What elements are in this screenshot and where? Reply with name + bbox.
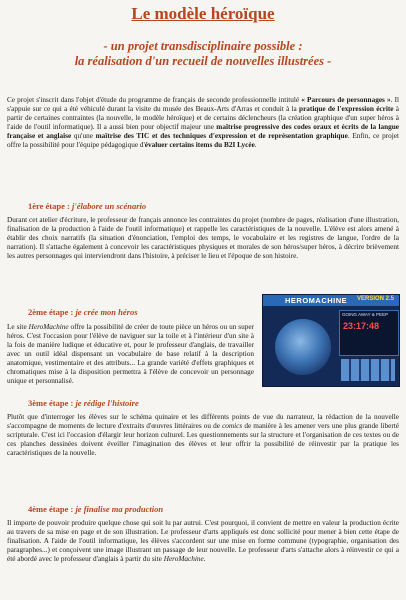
step-2-text xyxy=(7,323,254,386)
comics-term: comics xyxy=(222,422,243,431)
step-4-text xyxy=(7,519,399,564)
step-text: . xyxy=(203,555,206,564)
site-name: HeroMachine xyxy=(28,323,69,331)
step-number: 2ème étape : xyxy=(28,307,76,317)
step-3-text xyxy=(7,413,399,458)
step-label: j'élabore un scénario xyxy=(71,201,147,211)
step-text: Plutôt que d'interroger les élèves sur le schéma quinaire et les différents points de vue du narrateur, la rédaction de la nouvelle s'accompagne de moments de lecture d'extraits d'œuvres littéraires ou de xyxy=(7,413,399,431)
site-name: HeroMachine xyxy=(163,555,204,564)
intro-text: à partir de certaines contraintes (la nouvelle, le modèle héroïque) et de certains déclencheurs (la création graphique d'un super héros à l'aide de l'outil informatique). Il a aussi bien pour objectif majeur une xyxy=(7,105,399,132)
step-text: Il importe de pouvoir produire quelque chose qui soit lu par autrui. C'est pourquoi, il convient de mettre en valeur la production écrite au travers de sa mise en page et de son illustration. Le professeur d'arts appliqués est donc sollicité pour mener à bien cette étape de finalisation. A l'aide de l'outil informatique, les élèves s'accordent sur une mise en forme commune (typographie, organisation des paragraphes...) et conçoivent une image illustrant un passage de leur nouvelle. Le professeur d'arts s'attache alors à réinvestir ce qui a été abordé avec le professeur d'anglais à partir du site xyxy=(7,519,399,564)
intro-text: . Enfin, ce projet offre la possibilité pour l'équipe pédagogique d' xyxy=(7,132,399,150)
intro-paragraph xyxy=(7,96,399,150)
step-number: 4ème étape : xyxy=(28,504,76,514)
step-number: 3ème étape : xyxy=(28,398,76,408)
step-number: 1ère étape : xyxy=(28,201,72,211)
step-text: Le site xyxy=(7,323,29,331)
intro-text: qu'une xyxy=(71,132,96,141)
intro-emphasis: maîtrise progressive des codes oraux et écrits de la langue française et anglaise xyxy=(7,123,399,141)
intro-emphasis: « Parcours de personnages » xyxy=(301,96,391,104)
intro-text: . xyxy=(254,141,257,150)
step-label: je finalise ma production xyxy=(75,504,164,514)
version-badge: VERSION 2.5 xyxy=(357,296,395,302)
step-3-heading xyxy=(28,398,139,408)
intro-emphasis: pratique de l'expression écrite xyxy=(299,105,394,114)
step-2-heading xyxy=(28,307,138,317)
page-title: Le modèle héroïque xyxy=(131,4,275,23)
intro-emphasis: évaluer certains items du B2I Lycée xyxy=(144,141,255,150)
step-text: de manière à les amener vers une plus grande liberté scripturale. C'est ici l'occasion d'élargir leur horizon culturel. Les questionnements sur la structure et l'organisation de ces textes ou de ces planches dessinées doivent éveiller l'imagination des élèves et leur offrir la possibilité de réinvestir par la pratique les caractéristiques de la nouvelle. xyxy=(7,422,399,458)
step-text: offre la possibilité de créer de toute pièce un héros ou un super héros. C'est l'occasion pour l'élève de naviguer sur la toile et à l'intérieur d'un site à la fois de manière ludique et éducative et, pour le professeur d'anglais, de travailler avec un outil idéal dispensant un vocabulaire de base relatif à la description anatomique, vestimentaire et des attributs... La grande variété d'effets graphiques et chromatiques mise à la disposition permettra à l'élève de concevoir un personnage unique et personnalisé. xyxy=(7,323,255,386)
step-label: je crée mon héros xyxy=(75,307,138,317)
step-label: je rédige l'histoire xyxy=(75,398,139,408)
step-4-heading xyxy=(28,504,163,514)
intro-text: . Il s'appuie sur ce qui a été véhiculé durant la visite du musée des Beaux-Arts d'Arras et conduit à la xyxy=(7,96,399,114)
emblem-disk xyxy=(275,319,331,375)
intro-text: Ce projet s'inscrit dans l'objet d'étude du programme de français de seconde professionnelle intitulé xyxy=(7,96,302,104)
panel-clock: 23:17:48 xyxy=(343,321,380,331)
heromachine-logo: HEROMACHINE xyxy=(285,296,348,305)
subtitle-line-2: la réalisation d'un recueil de nouvelles illustrées - xyxy=(74,54,332,68)
panel-buttons xyxy=(341,359,395,381)
heromachine-screenshot xyxy=(262,294,400,387)
intro-emphasis: maîtrise des TIC et des techniques d'expression et de représentation graphique xyxy=(95,132,348,141)
subtitle-line-1: - un projet transdisciplinaire possible : xyxy=(103,39,303,53)
step-1-heading xyxy=(28,201,146,211)
step-1-text: Durant cet atelier d'écriture, le professeur de français annonce les contraintes du projet (nombre de pages, réalisation d'une illustration, finalisation de la production à l'aide de l'outil informatique) et rappelle les caractéristiques de la nouvelle. L'élève est alors amené à établir des choix narratifs (la situation d'énonciation, l'emploi des temps, le vocabulaire et les registres de langue, l'ordre de la narration). Il s'attache également à concevoir les caractéristiques physiques et morales de son héros/super héros, à décrire brièvement les autres personnages qui interviendront dans l'histoire, à préciser le lieu et l'époque de son histoire. xyxy=(7,216,399,261)
page-subtitle xyxy=(10,39,396,69)
panel-note: GOING AWAY & PEEP xyxy=(342,312,389,317)
